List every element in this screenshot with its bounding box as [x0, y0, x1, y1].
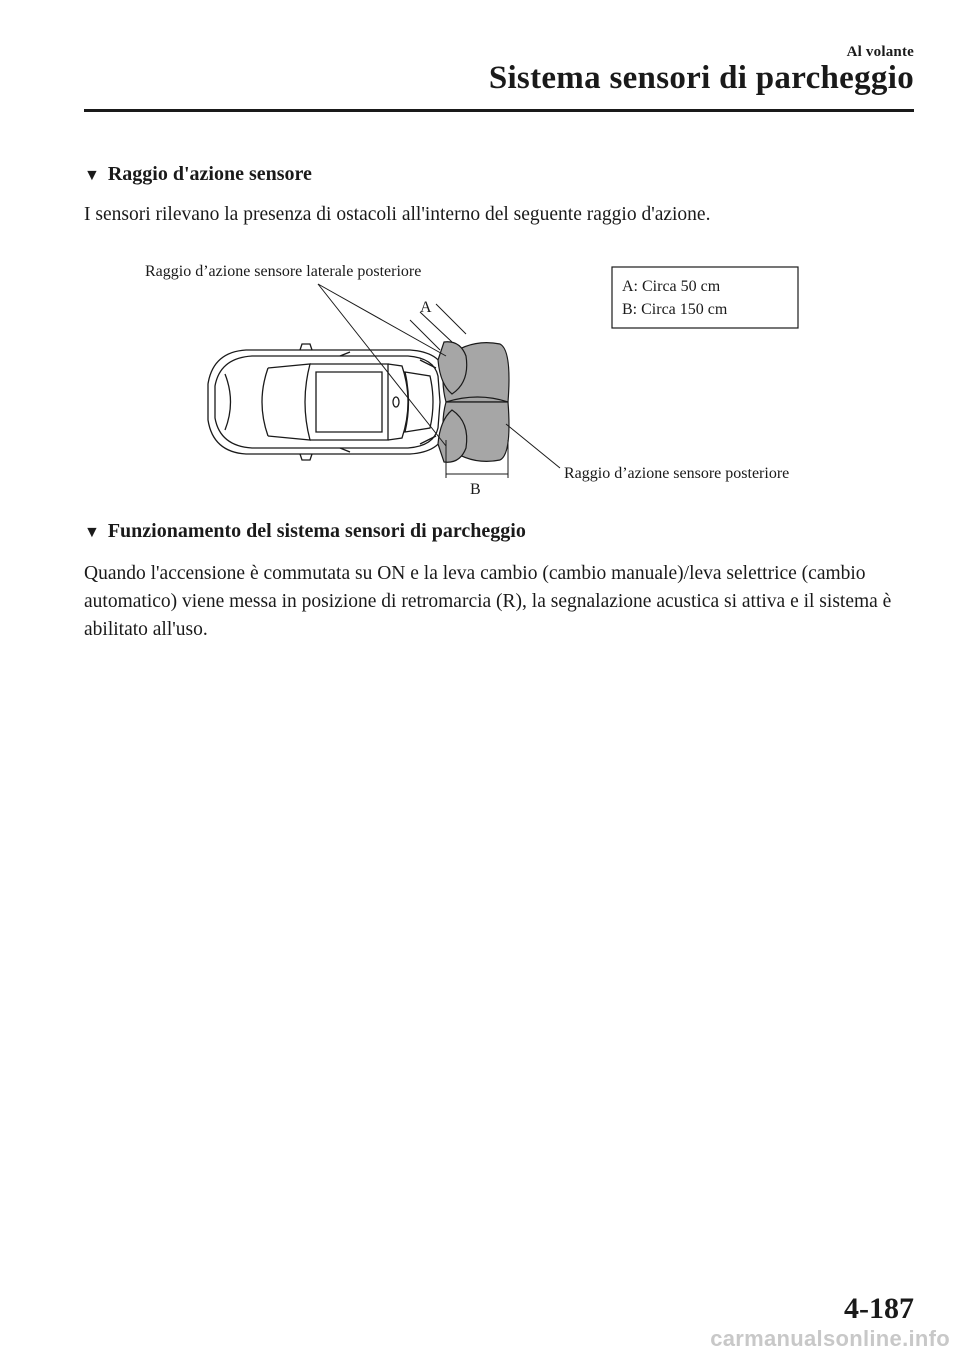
paragraph-system-operation: Quando l'accensione è commutata su ON e la leva cambio (cambio manuale)/leva selettrice (cambio automatico) viene messa in posizione di retromarcia (R), la segnalazione acustica si attiva e il sistema è abilitato all'uso.	[84, 563, 892, 640]
leader-line-rear	[506, 424, 560, 468]
paragraph-sensor-range: I sensori rilevano la presenza di ostacoli all'interno del seguente raggio d'azione.	[84, 204, 711, 225]
header-chapter: Al volante	[846, 44, 914, 60]
dimension-a-label: A	[420, 299, 432, 316]
page-number: 4-187	[844, 1292, 914, 1325]
triangle-down-icon: ▼	[84, 167, 100, 184]
legend-box	[612, 267, 798, 328]
section-heading-text: Raggio d'azione sensore	[107, 163, 312, 185]
label-rear-sensor-range: Raggio d’azione sensore posteriore	[564, 465, 790, 482]
dimension-a	[410, 304, 466, 350]
section-heading-system-operation	[84, 520, 526, 543]
legend-a: A: Circa 50 cm	[622, 278, 721, 295]
sensor-range-diagram	[0, 0, 960, 510]
triangle-down-icon: ▼	[84, 524, 100, 541]
dimension-b-label: B	[470, 481, 481, 498]
watermark: carmanualsonline.info	[710, 1326, 950, 1351]
page-title: Sistema sensori di parcheggio	[488, 60, 914, 96]
section-heading-text: Funzionamento del sistema sensori di parcheggio	[107, 520, 526, 542]
label-side-sensor-range: Raggio d’azione sensore laterale posteriore	[145, 263, 422, 280]
legend-b: B: Circa 150 cm	[622, 301, 728, 318]
